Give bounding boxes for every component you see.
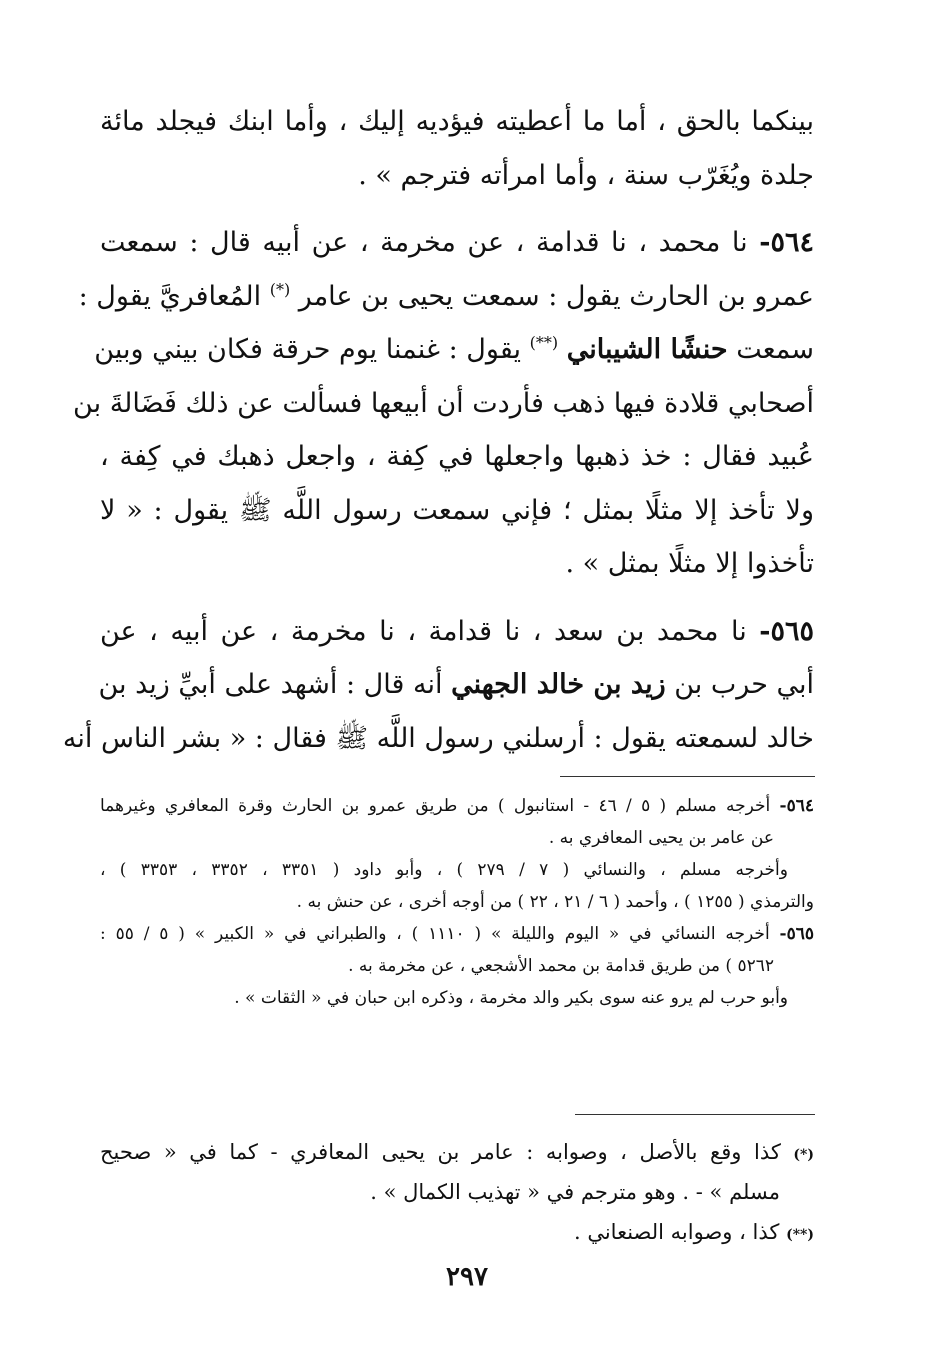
text-segment: سمعت — [736, 334, 814, 365]
footnote-marker: (**) — [529, 333, 559, 352]
footnote-line — [100, 1132, 814, 1172]
text-line — [100, 658, 814, 712]
takhrij-notes — [100, 790, 814, 1014]
note-line: وأخرجه مسلم ، والنسائي ( ٧ / ٢٧٩ ) ، وأبو داود ( ٣٣٥١ ، ٣٣٥٢ ، ٣٣٥٣ ) ، — [100, 860, 788, 880]
text-line — [78, 270, 814, 324]
note-line: ٥٢٦٢ ) من طريق قدامة بن محمد الأشجعي ، عن مخرمة به . — [348, 956, 774, 976]
note-number: ٥٦٤- — [779, 796, 815, 816]
text-line — [94, 323, 814, 377]
footnote-marker: (*) — [269, 279, 291, 299]
footnote-marker: (**) — [786, 1227, 814, 1243]
text-line: جلدة ويُغَرّب سنة ، وأما امرأته فترجم » . — [358, 159, 814, 191]
text-segment: كذا ، وصوابه الصنعاني . — [573, 1220, 780, 1244]
hadith-number: ٥٦٤- — [759, 227, 814, 258]
note-line — [100, 918, 814, 950]
text-line: ولا تأخذ إلا مثلًا بمثل ؛ فإني سمعت رسول اللَّه ﷺ يقول : « لا — [100, 494, 814, 526]
hadith-564 — [73, 216, 814, 591]
footnote-line: مسلم » - . وهو مترجم في « تهذيب الكمال » . — [370, 1180, 780, 1204]
footnotes-divider — [575, 1114, 815, 1115]
text-segment: كذا وقع بالأصل ، وصوابه : عامر بن يحيى المعافري - كما في « صحيح — [100, 1140, 781, 1164]
narrator-name: زيد بن خالد الجهني — [451, 669, 666, 700]
note-line: عن عامر بن يحيى المعافري به . — [548, 828, 774, 848]
text-line: خالد لسمعته يقول : أرسلني رسول اللَّه ﷺ فقال : « بشر الناس أنه — [62, 722, 814, 754]
note-line — [100, 790, 814, 822]
text-segment: يقول : غنمنا يوم حرقة فكان بيني وبين — [94, 334, 522, 365]
text-line: أصحابي قلادة فيها ذهب فأردت أن أبيعها فسألت عن ذلك فَضَالةَ بن — [73, 387, 814, 419]
text-line — [100, 216, 814, 270]
text-line: تأخذوا إلا مثلًا بمثل » . — [565, 548, 814, 579]
text-line: بينكما بالحق ، أما ما أعطيته فيؤديه إليك ، وأما ابنك فيجلد مائة — [100, 106, 814, 137]
paragraph-continuation — [100, 95, 814, 202]
text-line — [100, 605, 814, 659]
main-text — [62, 95, 814, 779]
text-segment: أنه قال : أشهد على أبيِّ زيد بن — [98, 669, 443, 700]
note-line: والترمذي ( ١٢٥٥ ) ، وأحمد ( ٦ / ٢١ ، ٢٢ ) من أوجه أخرى ، عن حنش به . — [296, 892, 814, 912]
text-segment: أخرجه النسائي في « اليوم والليلة » ( ١١١٠ ) ، والطبراني في « الكبير » ( ٥ / ٥٥ : — [100, 924, 770, 944]
text-segment: أبي حرب بن — [674, 669, 814, 700]
footnote-line — [100, 1212, 814, 1252]
note-line: وأبو حرب لم يرو عنه سوى بكير والد مخرمة ، وذكره ابن حبان في « الثقات » . — [234, 988, 788, 1008]
text-segment: عمرو بن الحارث يقول : سمعت يحيى بن عامر — [298, 280, 814, 312]
notes-divider — [560, 776, 815, 777]
narrator-name: حنشًا الشيباني — [566, 334, 728, 365]
text-segment: المُعافريَّ يقول : — [78, 280, 262, 312]
hadith-565 — [62, 605, 814, 766]
text-segment: نا محمد بن سعد ، نا قدامة ، نا مخرمة ، عن أبيه ، عن — [100, 615, 747, 647]
hadith-number: ٥٦٥- — [759, 615, 814, 647]
footnotes — [100, 1132, 814, 1252]
text-segment: نا محمد ، نا قدامة ، عن مخرمة ، عن أبيه قال : سمعت — [100, 227, 748, 258]
note-number: ٥٦٥- — [779, 924, 814, 944]
text-segment: أخرجه مسلم ( ٥ / ٤٦ - استانبول ) من طريق عمرو بن الحارث وقرة المعافري وغيرهما — [100, 796, 771, 816]
text-line: عُبيد فقال : خذ ذهبها واجعلها في كِفة ، واجعل ذهبك في كِفة ، — [100, 441, 814, 472]
footnote-marker: (*) — [793, 1147, 814, 1163]
page-number: ٢٩٧ — [446, 1262, 488, 1292]
